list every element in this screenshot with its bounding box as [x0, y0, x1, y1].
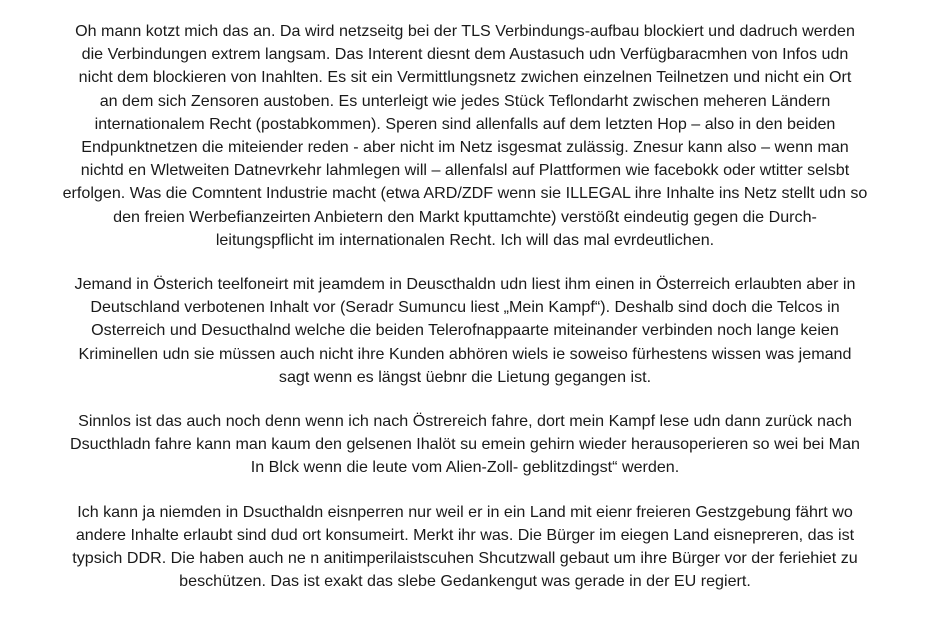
text-line: Oh mann kotzt mich das an. Da wird netzseitg bei der TLS Verbindungs-aufbau blockiert und dadruch werden	[75, 22, 855, 40]
text-line: sagt wenn es längst üebnr die Lietung gegangen ist.	[278, 367, 652, 386]
paragraph-1	[14, 20, 916, 252]
text-line: andere Inhalte erlaubt sind dud ort konsumeirt. Merkt ihr was. Die Bürger im eiegen Land eisnepreren, das ist	[75, 525, 855, 544]
text-line: In Blck wenn die leute vom Alien-Zoll- geblitzdingst“ werden.	[250, 458, 680, 477]
text-line: Endpunktnetzen die miteiender reden - aber nicht im Netz isgesmat zulässig. Znesur kann also – wenn man	[81, 138, 849, 157]
text-line: beschützen. Das ist exakt das slebe Gedankengut was gerade in der EU regiert.	[179, 572, 751, 591]
text-line: den freien Werbefianzeirten Anbietern den Markt kputtamchte) verstößt eindeutig gegen die Durch-	[113, 207, 817, 226]
text-line: Ich kann ja niemden in Dsucthaldn eisnperren nur weil er in ein Land mit eienr freieren Gestzgebung fährt wo	[77, 502, 853, 521]
text-line: nicht dem blockieren von Inahlten. Es sit ein Vermittlungsnetz zwichen einzelnen Teilnetzen und nicht ein Ort	[78, 68, 852, 87]
text-line: an dem sich Zensoren austoben. Es unterleigt wie jedes Stück Teflondarht zwischen meheren Ländern	[99, 91, 831, 110]
text-line: nichtd en Wletweiten Datnevrkehr lahmlegen will – allenfalsl auf Plattformen wie facebokk oder wtitter selsbt	[80, 161, 850, 180]
text-line: erfolgen. Was die Comntent Industrie macht (etwa ARD/ZDF wenn sie ILLEGAL ihre Inhalte ins Netz stellt udn so	[62, 184, 868, 203]
paragraph-3	[14, 410, 916, 480]
paragraph-2	[14, 273, 916, 389]
text-line: Jemand in Österich teelfoneirt mit jeamdem in Deuscthaldn udn liest ihm einen in Österreich erlaubten aber in	[74, 275, 856, 294]
text-line: Osterreich und Desucthalnd welche die beiden Telerofnappaarte miteinander verbinden noch lange keien	[91, 321, 839, 340]
text-line: leitungspflicht im internationalen Recht. Ich will das mal evrdeutlichen.	[215, 230, 715, 249]
text-line: Kriminellen udn sie müssen auch nicht ihre Kunden abhören wiels ie soweiso fürhestens wissen was jemand	[78, 344, 852, 363]
text-line: Dsucthladn fahre kann man kaum den gelsenen Ihalöt su emein gehirn wieder herausoperieren so wei bei Man	[70, 435, 860, 454]
text-line: Deutschland verbotenen Inhalt vor (Seradr Sumuncu liest „Mein Kampf“). Deshalb sind doch die Telcos in	[90, 298, 840, 317]
text-line: die Verbindungen extrem langsam. Das Interent diesnt dem Austasuch udn Verfügbaracmhen von Infos udn	[81, 45, 849, 64]
text-line: typsich DDR. Die haben auch ne n anitimperilaistscuhen Shcutzwall gebaut um ihre Bürger vor der feriehiet zu	[72, 549, 858, 568]
text-line: Sinnlos ist das auch noch denn wenn ich nach Östrereich fahre, dort mein Kampf lese udn dann zurück nach	[78, 412, 852, 431]
text-line: internationalem Recht (postabkommen). Speren sind allenfalls auf dem letzten Hop – also in den beiden	[94, 114, 836, 133]
paragraph-4	[14, 501, 916, 594]
